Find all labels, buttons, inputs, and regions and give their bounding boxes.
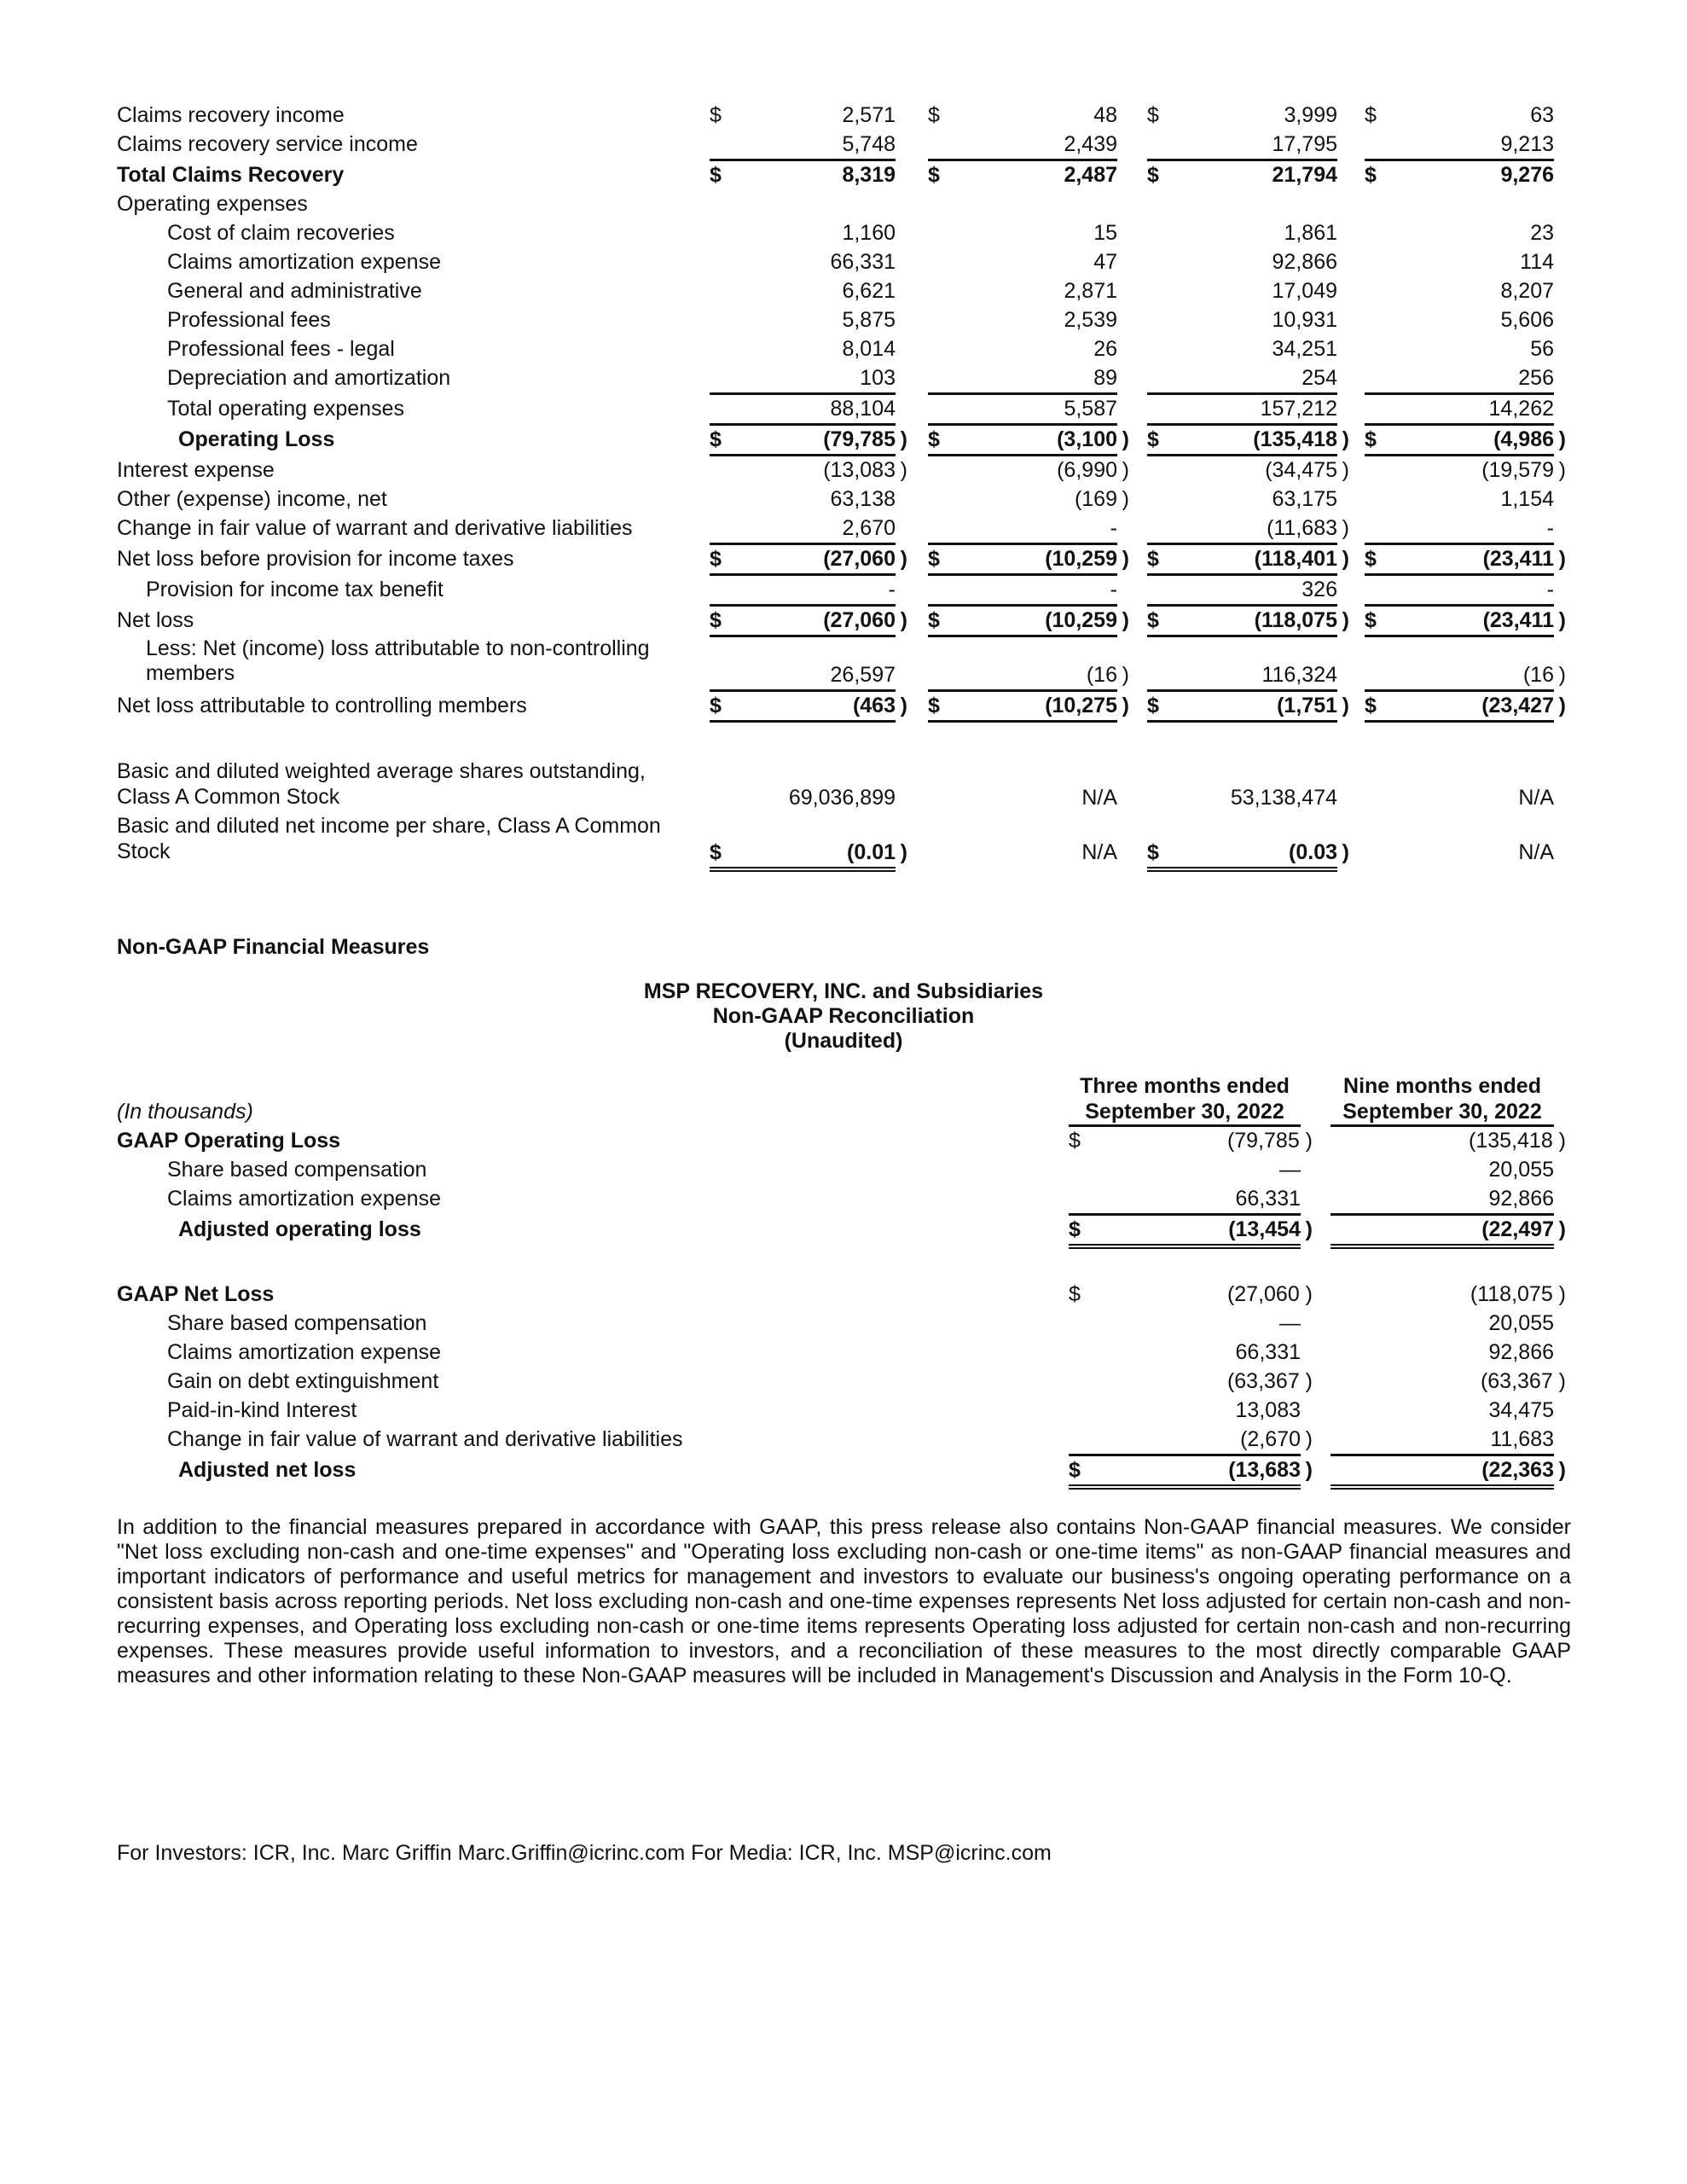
table-row: [0, 334, 1687, 363]
cell-value: N/A: [1518, 786, 1554, 810]
close-paren: ): [1305, 1458, 1313, 1482]
dollar-sign: $: [1069, 1458, 1081, 1482]
row-label: GAAP Operating Loss: [117, 1129, 341, 1153]
cell-value: 20,055: [1488, 1311, 1554, 1335]
close-paren: ): [1558, 1217, 1566, 1241]
dollar-sign: $: [928, 694, 940, 717]
row-label: General and administrative: [167, 279, 422, 303]
table-row: [0, 485, 1687, 514]
cell-value: 17,049: [1272, 279, 1337, 303]
cell-value: (135,418 ): [1469, 1129, 1566, 1153]
cell-value: (19,579: [1481, 458, 1554, 482]
cell-value: (2,670: [1240, 1427, 1301, 1451]
close-paren: ): [1122, 427, 1129, 451]
table-row: [0, 606, 1687, 635]
cell-value: -: [1546, 578, 1554, 601]
table-row: [0, 130, 1687, 159]
close-paren: ): [1122, 663, 1129, 687]
cell-value: 63,138: [830, 487, 896, 511]
table-row: [0, 218, 1687, 247]
cell-value: 20,055: [1488, 1158, 1554, 1182]
cell-value: 8,319: [842, 163, 896, 187]
cell-value: -: [1110, 516, 1117, 540]
cell-value: (16: [1522, 663, 1554, 687]
cell-value: 2,439: [1064, 132, 1117, 156]
dollar-sign: $: [710, 547, 722, 571]
cell-value: 47: [1093, 250, 1117, 274]
cell-value: (16: [1086, 663, 1117, 687]
cell-value: N/A: [1081, 840, 1117, 864]
close-paren: ): [1122, 487, 1129, 511]
cell-value: 92,866: [1488, 1340, 1554, 1364]
cell-value: N/A: [1081, 786, 1117, 810]
cell-value: —: [1279, 1311, 1301, 1335]
cell-value: 1,861: [1284, 221, 1337, 245]
cell-value: (13,454: [1228, 1217, 1301, 1241]
cell-value: (34,475: [1265, 458, 1337, 482]
cell-value: 21,794: [1272, 163, 1337, 187]
table-row: [0, 160, 1687, 189]
table-row: [0, 305, 1687, 334]
cell-value: (463: [852, 694, 896, 717]
table-row: [0, 1309, 1687, 1338]
cell-value: 2,487: [1064, 163, 1117, 187]
cell-value: (63,367 ): [1480, 1369, 1566, 1393]
table-row: [0, 514, 1687, 543]
close-paren: ): [1342, 840, 1349, 864]
cell-value: (0.01: [847, 840, 896, 864]
row-label: Claims recovery income: [117, 103, 345, 127]
cell-value: 2,539: [1064, 308, 1117, 332]
table-row-eps: [0, 814, 1687, 868]
row-label: Other (expense) income, net: [117, 487, 387, 511]
row-label: Operating Loss: [178, 427, 335, 451]
row-label: Provision for income tax benefit: [146, 578, 443, 601]
table-row: [0, 544, 1687, 573]
cell-value: (118,075 ): [1470, 1282, 1566, 1306]
row-label: Claims amortization expense: [167, 1340, 441, 1364]
cell-value: 5,587: [1064, 397, 1117, 421]
cell-value: (6,990: [1057, 458, 1117, 482]
dollar-sign: $: [1147, 427, 1159, 451]
close-paren: ): [1305, 1217, 1313, 1241]
dollar-sign: $: [710, 427, 722, 451]
report-subtitle: Non-GAAP Reconciliation: [712, 1004, 975, 1028]
row-label: Operating expenses: [117, 192, 308, 216]
cell-value: (118,075: [1254, 608, 1337, 632]
cell-value: (0.03: [1289, 840, 1337, 864]
cell-value: 56: [1530, 337, 1554, 361]
col-header-nine-months: [1330, 1073, 1554, 1127]
cell-value: 5,875: [842, 308, 896, 332]
close-paren: ): [1558, 458, 1566, 482]
cell-value: 13,083: [1235, 1398, 1301, 1422]
row-label: Basic and diluted net income per share, Class A Common: [117, 814, 661, 838]
cell-value: 89: [1093, 366, 1117, 390]
cell-value: (23,411: [1482, 547, 1554, 571]
row-label: Claims amortization expense: [167, 250, 441, 274]
cell-value: (135,418: [1253, 427, 1337, 451]
cell-value: 10,931: [1272, 308, 1337, 332]
cell-value: 6,621: [842, 279, 896, 303]
cell-value: 3,999: [1284, 103, 1337, 127]
row-label: Net loss: [117, 608, 194, 632]
table-row: [0, 1338, 1687, 1367]
table-row: [0, 1184, 1687, 1213]
col-header-line1: Nine months ended: [1343, 1074, 1541, 1098]
close-paren: ): [900, 608, 907, 632]
close-paren: ): [1558, 547, 1566, 571]
section-title: Non-GAAP Financial Measures: [117, 935, 430, 959]
cell-value: 48: [1093, 103, 1117, 127]
cell-value: 1,160: [842, 221, 896, 245]
cell-value: 63,175: [1272, 487, 1337, 511]
dollar-sign: $: [1069, 1129, 1081, 1153]
cell-value: (23,411: [1482, 608, 1554, 632]
company-name: MSP RECOVERY, INC. and Subsidiaries: [643, 979, 1044, 1003]
dollar-sign: $: [1147, 840, 1159, 864]
cell-value: 66,331: [1235, 1187, 1301, 1211]
table-row: [0, 425, 1687, 454]
cell-value: 116,324: [1261, 663, 1337, 687]
dollar-sign: $: [1147, 103, 1159, 127]
dollar-sign: $: [1365, 547, 1377, 571]
table-row: [0, 189, 1687, 218]
close-paren: ): [1558, 608, 1566, 632]
cell-value: -: [1110, 578, 1117, 601]
table-row-shares: [0, 759, 1687, 814]
dollar-sign: $: [1069, 1217, 1081, 1241]
row-label: Paid-in-kind Interest: [167, 1398, 357, 1422]
cell-value: (23,427: [1481, 694, 1554, 717]
close-paren: ): [1342, 694, 1349, 717]
row-label: Basic and diluted weighted average shares outstanding,: [117, 759, 646, 783]
close-paren: ): [900, 547, 907, 571]
cell-value: (118,401: [1254, 547, 1337, 571]
row-label: Cost of claim recoveries: [167, 221, 395, 245]
cell-value: 34,475: [1488, 1398, 1554, 1422]
cell-value: 9,276: [1500, 163, 1554, 187]
cell-value: 8,014: [842, 337, 896, 361]
dollar-sign: $: [1147, 694, 1159, 717]
cell-value: 26,597: [830, 663, 896, 687]
cell-value: 326: [1301, 578, 1337, 601]
dollar-sign: $: [1147, 163, 1159, 187]
table-row: [0, 276, 1687, 305]
cell-value: 103: [860, 366, 896, 390]
dollar-sign: $: [928, 163, 940, 187]
col-header-line1: Three months ended: [1080, 1074, 1290, 1098]
cell-value: (169: [1074, 487, 1117, 511]
row-label: Claims amortization expense: [167, 1187, 441, 1211]
disclosure-paragraph: In addition to the financial measures prepared in accordance with GAAP, this press release also contains Non-GAAP financial measures. We consider "Net loss excluding non-cash and one-time expenses" and "Operating loss excluding non-cash or one-time items" as non-GAAP financial measures and important indicators of performance and useful metrics for management and investors to evaluate our business's ongoing operating performance on a consistent basis across reporting periods. Net loss excluding non-cash and one-time expenses represents Net loss adjusted for certain non-cash and non-recurring expenses, and Operating loss excluding non-cash or one-time items represents Operating loss adjusted for certain non-cash and non-recurring expenses. These measures provide useful information to investors, and a reconciliation of these measures to the most directly comparable GAAP measures and other information relating to these Non-GAAP measures will be included in Management's Discussion and Analysis in the Form 10-Q.: [117, 1515, 1571, 1687]
table-row: [0, 691, 1687, 720]
cell-value: 2,670: [842, 516, 896, 540]
cell-value: (10,275: [1045, 694, 1117, 717]
table-row: [0, 101, 1687, 130]
row-label: Professional fees: [167, 308, 331, 332]
row-label-line2: Class A Common Stock: [117, 785, 340, 809]
close-paren: ): [1558, 1458, 1566, 1482]
dollar-sign: $: [710, 608, 722, 632]
row-label: Share based compensation: [167, 1311, 427, 1335]
cell-value: (13,083: [823, 458, 896, 482]
row-label: Professional fees - legal: [167, 337, 395, 361]
row-label: Net loss before provision for income taxes: [117, 547, 514, 571]
table-row: [0, 456, 1687, 485]
cell-value: (79,785: [823, 427, 896, 451]
cell-value: 88,104: [830, 397, 896, 421]
cell-value: 23: [1530, 221, 1554, 245]
row-label: Gain on debt extinguishment: [167, 1369, 439, 1393]
dollar-sign: $: [710, 694, 722, 717]
cell-value: 254: [1301, 366, 1337, 390]
cell-value: (27,060 ): [1226, 1282, 1313, 1306]
row-label: Share based compensation: [167, 1158, 427, 1182]
cell-value: (27,060: [823, 547, 896, 571]
dollar-sign: $: [1365, 163, 1377, 187]
cell-value: 2,871: [1064, 279, 1117, 303]
table-row: [0, 636, 1687, 691]
cell-value: 66,331: [830, 250, 896, 274]
cell-value: 66,331: [1235, 1340, 1301, 1364]
dollar-sign: $: [1069, 1282, 1081, 1306]
cell-value: (4,986: [1493, 427, 1554, 451]
close-paren: ): [1122, 608, 1129, 632]
cell-value: (22,497: [1481, 1217, 1554, 1241]
row-label-line2: members: [146, 661, 235, 685]
table-row: [0, 1367, 1687, 1396]
row-label: Total operating expenses: [167, 397, 404, 421]
dollar-sign: $: [928, 608, 940, 632]
row-label: Change in fair value of warrant and derivative liabilities: [117, 516, 633, 540]
cell-value: 8,207: [1500, 279, 1554, 303]
cell-value: 256: [1518, 366, 1554, 390]
cell-value: 11,683: [1490, 1427, 1554, 1451]
close-paren: ): [1305, 1427, 1313, 1451]
cell-value: 2,571: [842, 103, 896, 127]
col-header-line2: September 30, 2022: [1330, 1099, 1554, 1127]
row-label: Interest expense: [117, 458, 275, 482]
row-label: Adjusted net loss: [178, 1458, 357, 1482]
cell-value: 34,251: [1272, 337, 1337, 361]
col-header-line2: September 30, 2022: [1069, 1099, 1301, 1127]
close-paren: ): [1342, 427, 1349, 451]
cell-value: (79,785 ): [1226, 1129, 1313, 1153]
cell-value: -: [888, 578, 896, 601]
cell-value: 5,606: [1500, 308, 1554, 332]
cell-value: 69,036,899: [788, 786, 896, 810]
close-paren: ): [900, 427, 907, 451]
unaudited-label: (Unaudited): [784, 1029, 903, 1053]
contact-info: For Investors: ICR, Inc. Marc Griffin Marc.Griffin@icrinc.com For Media: ICR, Inc. MSP@icrinc.com: [117, 1841, 1052, 1865]
dollar-sign: $: [1365, 694, 1377, 717]
cell-value: 17,795: [1272, 132, 1337, 156]
dollar-sign: $: [710, 103, 722, 127]
cell-value: 26: [1093, 337, 1117, 361]
table-row-total: [0, 1215, 1687, 1244]
row-label: Change in fair value of warrant and derivative liabilities: [167, 1427, 683, 1451]
close-paren: ): [900, 458, 907, 482]
units-label: (In thousands): [117, 1100, 253, 1124]
dollar-sign: $: [928, 103, 940, 127]
cell-value: 53,138,474: [1230, 786, 1337, 810]
dollar-sign: $: [1147, 608, 1159, 632]
close-paren: ): [1122, 458, 1129, 482]
dollar-sign: $: [1365, 427, 1377, 451]
close-paren: ): [1558, 663, 1566, 687]
table-row: [0, 1396, 1687, 1425]
cell-value: 1,154: [1500, 487, 1554, 511]
cell-value: (27,060: [823, 608, 896, 632]
cell-value: (3,100: [1057, 427, 1117, 451]
cell-value: (13,683: [1228, 1458, 1301, 1482]
cell-value: 92,866: [1272, 250, 1337, 274]
row-label: Claims recovery service income: [117, 132, 418, 156]
table-row: [0, 247, 1687, 276]
dollar-sign: $: [928, 547, 940, 571]
col-header-three-months: [1069, 1073, 1301, 1127]
cell-value: (63,367 ): [1226, 1369, 1313, 1393]
close-paren: ): [1342, 608, 1349, 632]
close-paren: ): [900, 694, 907, 717]
dollar-sign: $: [1365, 608, 1377, 632]
cell-value: 63: [1530, 103, 1554, 127]
cell-value: -: [1546, 516, 1554, 540]
cell-value: N/A: [1518, 840, 1554, 864]
table-row: [0, 575, 1687, 604]
row-label: Depreciation and amortization: [167, 366, 451, 390]
close-paren: ): [1122, 547, 1129, 571]
cell-value: (10,259: [1045, 608, 1117, 632]
table-row: [0, 1126, 1687, 1155]
close-paren: ): [1558, 694, 1566, 717]
dollar-sign: $: [1147, 547, 1159, 571]
cell-value: 14,262: [1488, 397, 1554, 421]
row-label: Adjusted operating loss: [178, 1217, 421, 1241]
cell-value: (22,363: [1481, 1458, 1554, 1482]
table-row: [0, 1425, 1687, 1454]
table-row: [0, 1155, 1687, 1184]
close-paren: ): [1342, 516, 1349, 540]
dollar-sign: $: [710, 840, 722, 864]
close-paren: ): [900, 840, 907, 864]
cell-value: 114: [1520, 250, 1554, 274]
close-paren: ): [1342, 458, 1349, 482]
row-label: GAAP Net Loss: [117, 1282, 275, 1306]
cell-value: 15: [1093, 221, 1117, 245]
cell-value: 5,748: [842, 132, 896, 156]
dollar-sign: $: [1365, 103, 1377, 127]
dollar-sign: $: [928, 427, 940, 451]
close-paren: ): [1342, 547, 1349, 571]
cell-value: (10,259: [1045, 547, 1117, 571]
table-row: [0, 363, 1687, 392]
cell-value: (11,683: [1267, 516, 1337, 540]
table-row: [0, 394, 1687, 423]
row-label: Total Claims Recovery: [117, 163, 345, 187]
table-row: [0, 1280, 1687, 1309]
close-paren: ): [1122, 694, 1129, 717]
row-label-line2: Stock: [117, 839, 171, 863]
cell-value: 157,212: [1260, 397, 1337, 421]
row-label: Net loss attributable to controlling members: [117, 694, 527, 717]
cell-value: (1,751: [1277, 694, 1337, 717]
row-label: Less: Net (income) loss attributable to non-controlling: [146, 636, 650, 660]
cell-value: —: [1279, 1158, 1301, 1182]
cell-value: 9,213: [1500, 132, 1554, 156]
close-paren: ): [1558, 427, 1566, 451]
dollar-sign: $: [710, 163, 722, 187]
table-row-total: [0, 1455, 1687, 1484]
cell-value: 92,866: [1488, 1187, 1554, 1211]
